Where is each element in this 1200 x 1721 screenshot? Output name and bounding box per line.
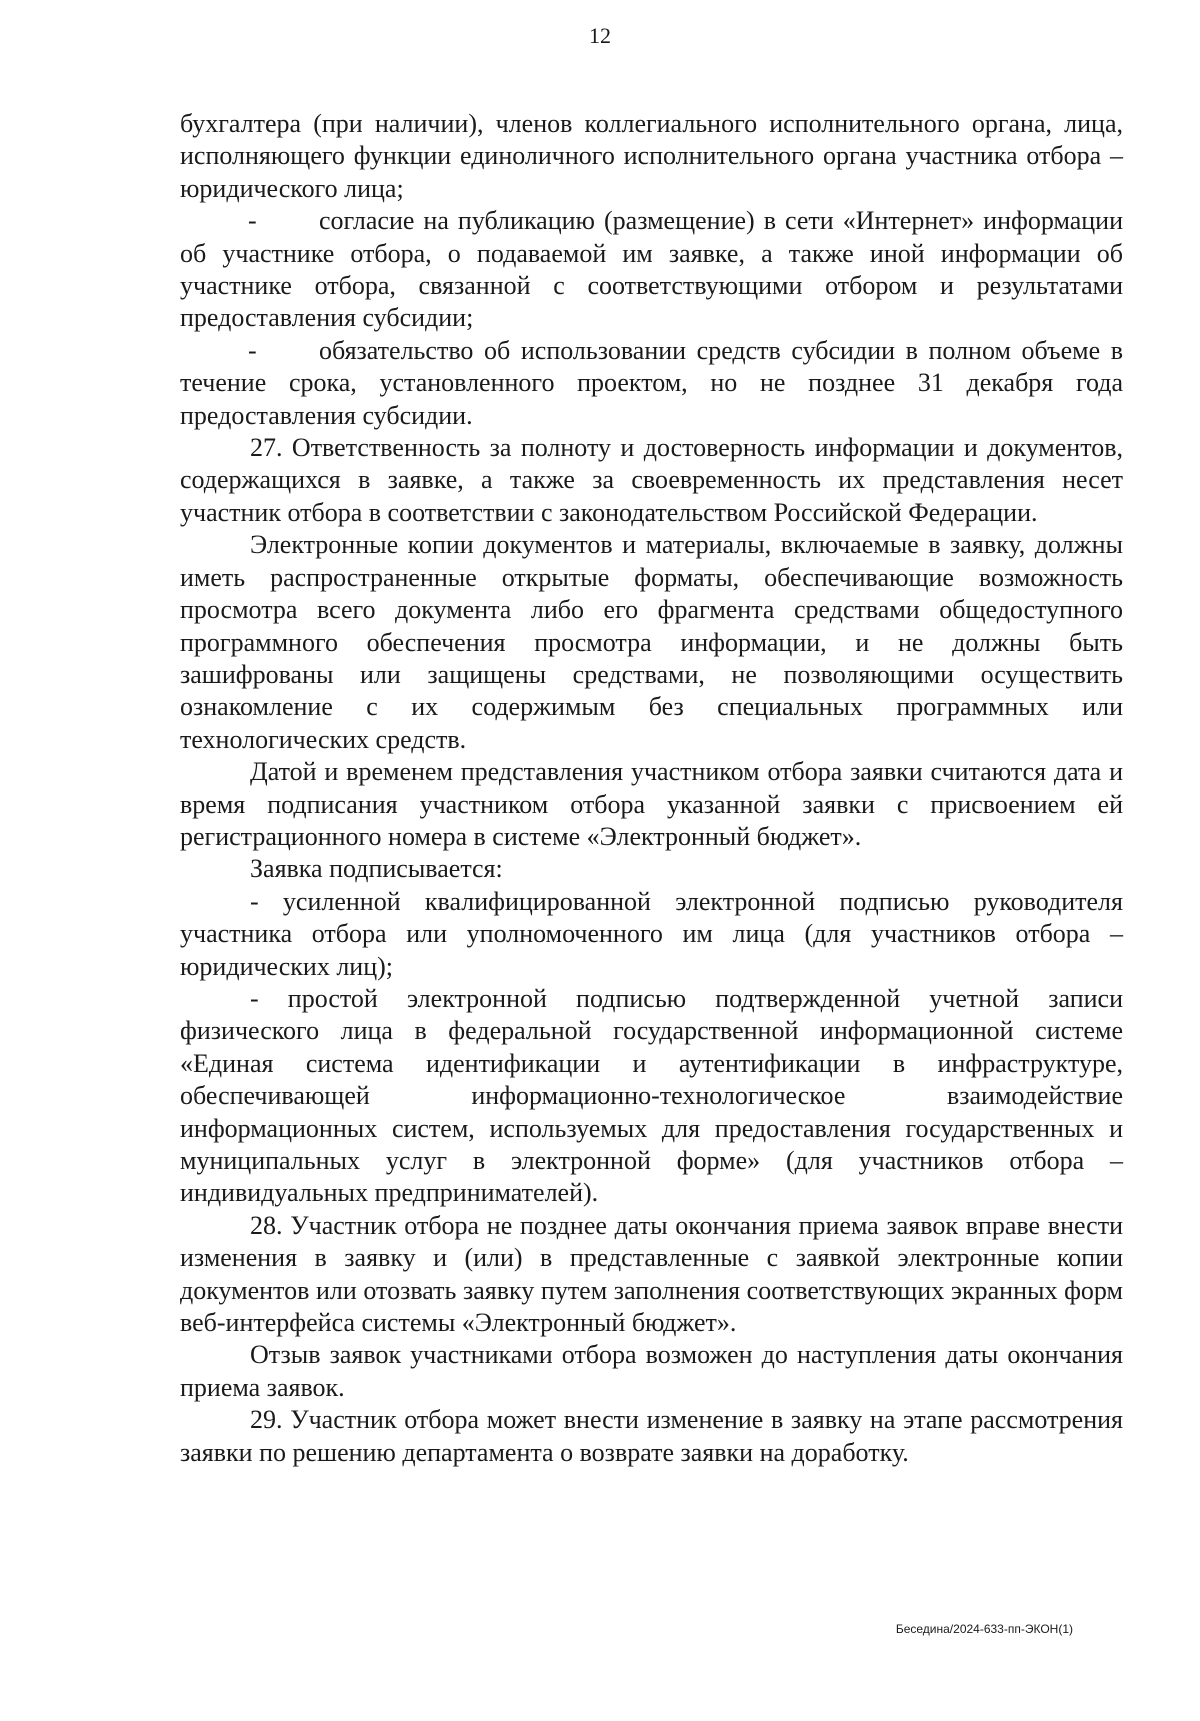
dash-marker: - (248, 335, 257, 365)
clause-29: 29. Участник отбора может внести изменение в заявку на этапе рассмотрения заявки по решению департамента о возврате заявки на доработку. (180, 1405, 1123, 1467)
list-item-legal-entities: - усиленной квалифицированной электронной подписью руководителя участника отбора или уполномоченного им лица (для участников отбора – юридических лиц); (180, 886, 1123, 981)
clause-28: 28. Участник отбора не позднее даты окончания приема заявок вправе внести изменения в заявку и (или) в представленные с заявкой электронные копии документов или отозвать заявку путем заполнения соответствующих экранных форм веб-интерфейса системы «Электронный бюджет». (180, 1210, 1123, 1338)
document-body (180, 108, 1123, 1469)
paragraph-electronic-copies: Электронные копии документов и материалы, включаемые в заявку, должны иметь распространенные открытые форматы, обеспечивающие возможность просмотра всего документа либо его фрагмента средствами общедоступного программного обеспечения просмотра информации, и не должны быть зашифрованы или защищены средствами, не позволяющими осуществить ознакомление с их содержимым без специальных программных или технологических средств. (180, 530, 1123, 754)
paragraph-withdrawal: Отзыв заявок участниками отбора возможен до наступления даты окончания приема заявок. (180, 1340, 1123, 1402)
list-item-entrepreneurs: - простой электронной подписью подтвержденной учетной записи физического лица в федеральной государственной информационной системе «Единая система идентификации и аутентификации в инфраструктуре, обеспечивающей информационно-технологическое взаимодействие информационных систем, используемых для предоставления государственных и муниципальных услуг в электронной форме» (для участников отбора – индивидуальных предпринимателей). (180, 983, 1123, 1208)
list-item-obligation (180, 335, 1123, 432)
list-item-text: согласие на публикацию (размещение) в сети «Интернет» информации об участнике отбора, о подаваемой им заявке, а также иной информации об участнике отбора, связанной с соответствующими отбором и результатами предоставления субсидии; (180, 206, 1123, 333)
list-item-consent (180, 205, 1123, 335)
paragraph-continuation: бухгалтера (при наличии), членов коллегиального исполнительного органа, лица, исполняющего функции единоличного исполнительного органа участника отбора – юридического лица; (180, 109, 1123, 203)
paragraph-submission-date: Датой и временем представления участником отбора заявки считаются дата и время подписания участником отбора указанной заявки с присвоением ей регистрационного номера в системе «Электронный бюджет». (180, 757, 1123, 851)
paragraph-signing-intro: Заявка подписывается: (250, 854, 503, 884)
list-item-text: обязательство об использовании средств субсидии в полном объеме в течение срока, установленного проектом, но не позднее 31 декабря года предоставления субсидии. (180, 335, 1123, 430)
dash-marker: - (248, 206, 257, 236)
clause-27: 27. Ответственность за полноту и достоверность информации и документов, содержащихся в заявке, а также за своевременность их представления несет участник отбора в соответствии с законодательством Российской Федерации. (180, 433, 1123, 527)
footer-document-code: Беседина/2024-633-пп-ЭКОН(1) (895, 1622, 1073, 1636)
page-number: 12 (589, 23, 611, 48)
